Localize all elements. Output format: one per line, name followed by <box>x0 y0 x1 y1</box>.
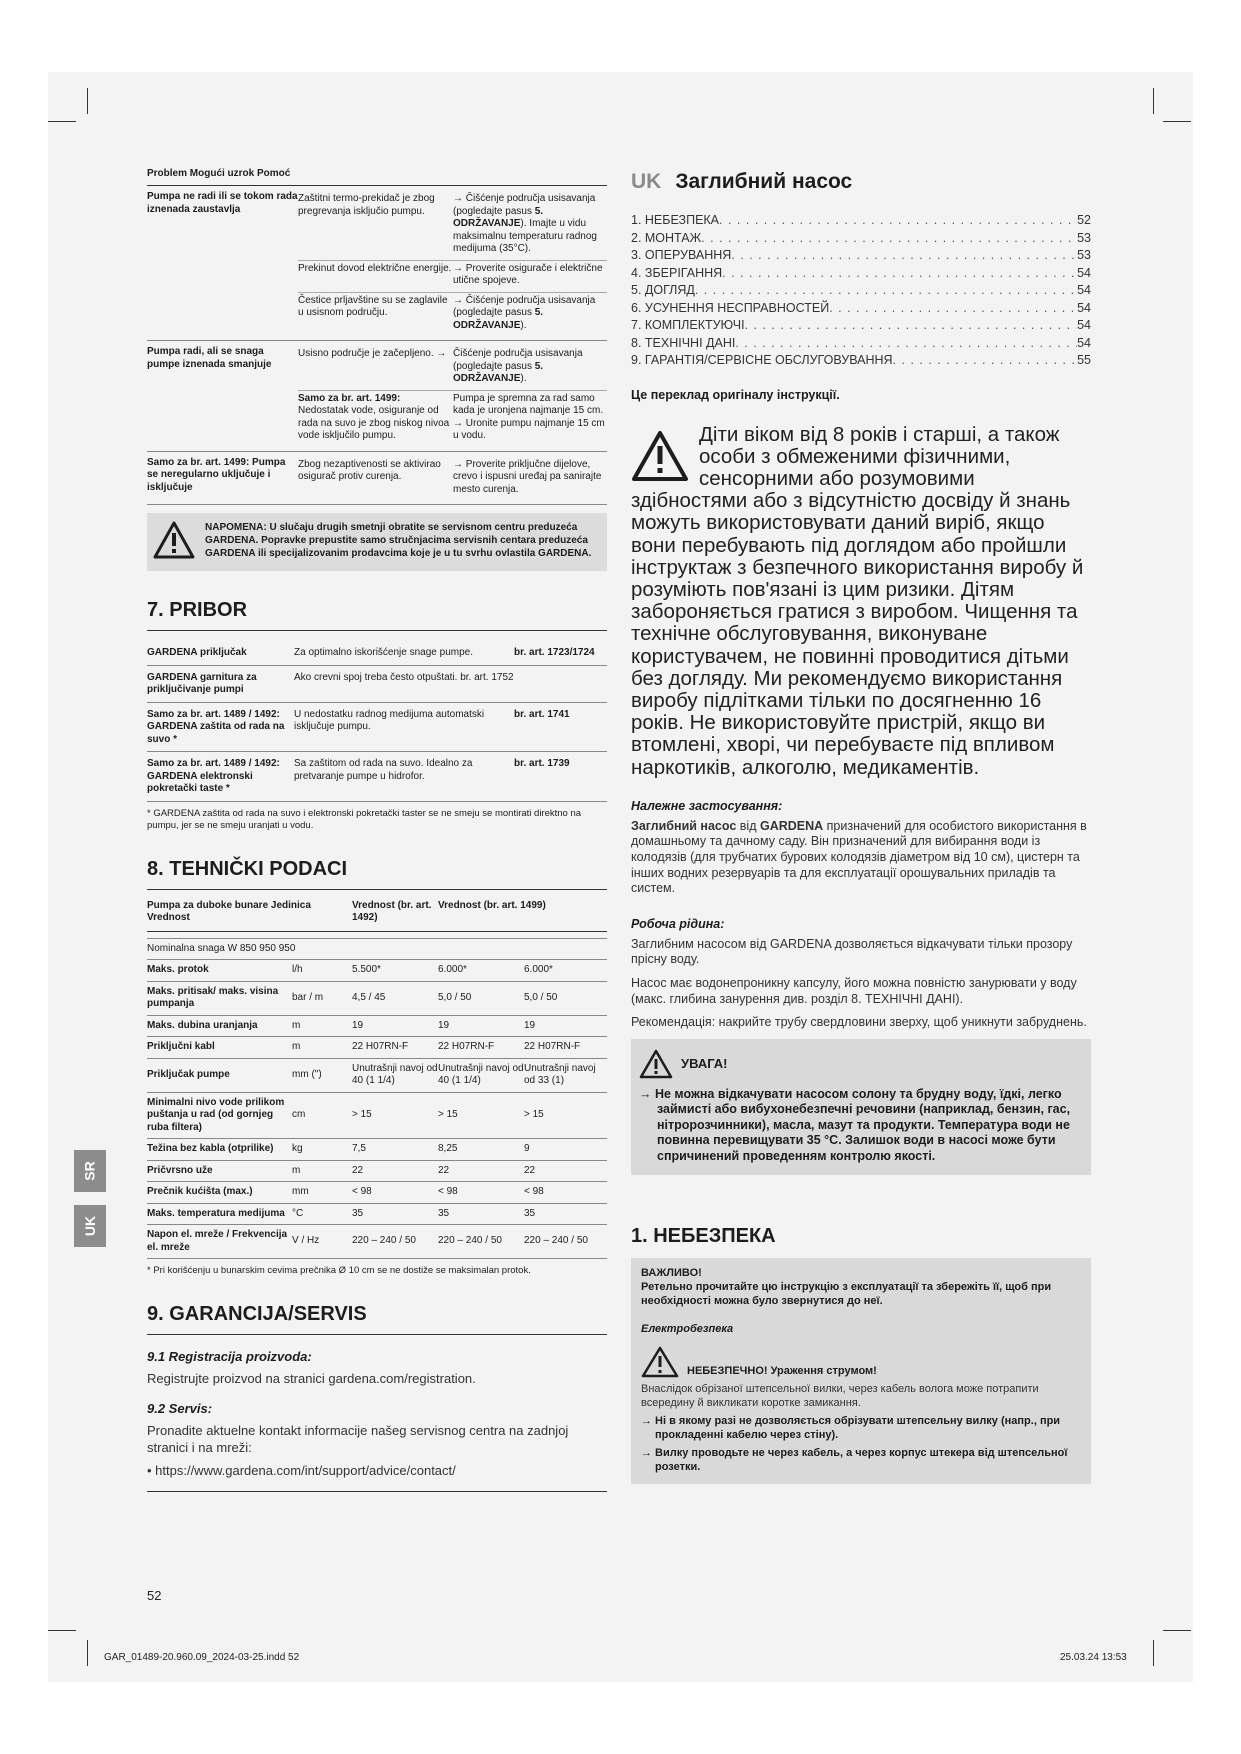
side-tab-sr: SR <box>74 1150 106 1192</box>
service-link[interactable]: • https://www.gardena.com/int/support/advice/contact/ <box>147 1462 607 1492</box>
registration-subheading: 9.1 Registracija proizvoda: <box>147 1349 312 1364</box>
toc-item[interactable]: 9. ГАРАНТІЯ/СЕРВІСНЕ ОБСЛУГОВУВАННЯ . . . 55 <box>631 352 1091 370</box>
note-text: NAPOMENA: U slučaju drugih smetnji obratite se servisnom centru preduzeća GARDENA. Popravke prepustite samo stručnjacima servisnih centara preduzeća GARDENA ili specijalizovanim prodavcima koje je u tu svrhu ovlastila GARDENA. <box>205 522 592 559</box>
cause-cell: Prekinut dovod električne energije. <box>298 262 452 274</box>
list-item: → Вилку проводьте не через кабель, а через корпус штекера від штепсельної розетки. <box>641 1446 1068 1473</box>
cause-cell: Samo za br. art. 1499: Nedostatak vode, osiguranje od rada na suvo je zbog niskog nivoa vode isključilo pumpu. <box>298 392 450 441</box>
working-fluid-heading: Робоча рідина: <box>631 916 725 931</box>
table-row <box>147 452 607 506</box>
side-tab-uk: UK <box>74 1205 106 1247</box>
help-cell: → Proverite osigurače i električne utične spojeve. <box>453 262 603 286</box>
problem-table <box>147 168 607 505</box>
product-title: Заглибний насос <box>675 170 853 193</box>
table-row: GARDENA garnitura za priključivanje pumpi Ako crevni spoj treba često otpuštati. br. art. 1752 <box>147 666 607 703</box>
toc-item[interactable]: 1. НЕБЕЗПЕКА . . . 52 <box>631 212 1091 230</box>
danger-warning: НЕБЕЗПЕЧНО! Ураження струмом! <box>641 1346 1081 1378</box>
table-row: Maks. temperatura medijuma °C 35 35 35 <box>147 1204 607 1226</box>
toc-item[interactable]: 4. ЗБЕРІГАННЯ . . . 54 <box>631 265 1091 283</box>
important-title: ВАЖЛИВО! <box>641 1266 702 1279</box>
cause-cell: Zaštitni termo-prekidač je zbog pregrevanja isključio pumpu. <box>298 193 435 217</box>
help-cell: → Proverite priključne dijelove, crevo i ispusni uređaj pa sanirajte mesto curenja. <box>453 458 602 495</box>
page-title <box>631 170 1091 194</box>
intended-use-text: Заглибний насос від GARDENA призначений для особистого використання в домашньому та дачному саду. Він призначений для вибирання води із колодязів (для трубчатих бурових колодязів діаметром від 10 см), цистерн та інших водних резервуарів та для експлуатації орошувальних приладів та систем. <box>631 818 1087 896</box>
table-row: Maks. pritisak/ maks. visina pumpanja bar / m 4,5 / 45 5,0 / 50 5,0 / 50 <box>147 982 607 1016</box>
electrical-text: Внаслідок обрізаної штепсельної вилки, через кабель волога може потрапити всередину й викликати коротке замикання. <box>641 1382 1039 1409</box>
help-cell: Pumpa je spremna za rad samo kada je uronjena najmanje 15 cm. → Uronite pumpu najmanje 15 cm u vodu. <box>453 392 605 441</box>
garancija-heading: 9. GARANCIJA/SERVIS <box>147 1303 607 1335</box>
crop-mark <box>87 1640 88 1666</box>
help-cell: → Čišćenje područja usisavanja (pogledajte pasus 5. ODRŽAVANJE). <box>453 294 596 331</box>
electrical-safety-heading: Електробезпека <box>641 1322 734 1335</box>
children-warning: Діти віком від 8 років і старші, а також особи з обмеженими фізичними, сенсорними або розумовими здібностями або з відсутністю досвіду й знань можуть використовувати даний виріб, якщо вони перебувають під доглядом або пройшли інструктаж з безпечного використання виробу й розуміють пов'язані із цим ризики. Дітям забороняється гратися з виробом. Чищення та технічне обслуговування, виконуване користувачем, не повинні проводитися дітьми без догляду. Ми рекомендуємо використання виробу підлітками тільки по досягненню 16 років. Не використовуйте пристрій, якщо ви втомлені, хворі, чи перебуваєте під впливом наркотиків, алкоголю, медикаментів. <box>631 422 1084 779</box>
caution-title: УВАГА! <box>639 1049 1083 1079</box>
caution-box <box>631 1039 1091 1175</box>
left-column <box>147 168 607 1492</box>
table-row: Prečnik kućišta (max.) mm < 98 < 98 < 98 <box>147 1182 607 1204</box>
tech-subheader-row <box>147 932 607 939</box>
service-text: Pronadite aktuelne kontakt informacije našeg servisnog centra na zadnjoj stranici i na mreži: <box>147 1423 569 1455</box>
right-column <box>631 168 1091 1484</box>
note-box <box>147 513 607 571</box>
pribor-footnote: * GARDENA zaštita od rada na suvo i elektronski pokretački taster se ne smeju se montirati direktno na pumpu, jer se ne smeju uranjati u vodu. <box>147 807 582 831</box>
important-box <box>631 1258 1091 1484</box>
list-item: → Ні в якому разі не дозволяється обрізувати штепсельну вилку (напр., при прокладенні кабелю через стіну). <box>641 1414 1061 1441</box>
warning-icon <box>153 521 205 563</box>
crop-mark <box>1163 1630 1191 1631</box>
table-row: Maks. dubina uranjanja m 19 19 19 <box>147 1016 607 1038</box>
pribor-heading: 7. PRIBOR <box>147 599 607 631</box>
service-subheading: 9.2 Servis: <box>147 1401 213 1416</box>
table-row: Maks. protok l/h 5.500* 6.000* 6.000* <box>147 960 607 982</box>
help-cell: → Čišćenje područja usisavanja (pogledajte pasus 5. ODRŽAVANJE). Imajte u vidu maksimalnu temperaturu radnog medijuma (35°C). <box>453 193 597 254</box>
cause-cell: Zbog nezaptivenosti se aktivirao osigurač protiv curenja. <box>298 458 441 482</box>
translation-note: Це переклад оригіналу інструкції. <box>631 387 840 402</box>
problem-table-header: Problem Mogući uzrok Pomoć <box>147 168 607 186</box>
language-code: UK <box>631 170 662 193</box>
problem-cell: Pumpa ne radi ili se tokom rada iznenada zaustavlja <box>147 191 298 215</box>
table-row: Pričvrsno uže m 22 22 22 <box>147 1161 607 1183</box>
cause-cell: Usisno područje je začepljeno. → <box>298 348 447 359</box>
tech-table <box>147 900 607 1260</box>
toc-item[interactable]: 3. ОПЕРУВАННЯ . . . 53 <box>631 247 1091 265</box>
toc-item[interactable]: 2. МОНТАЖ . . . 53 <box>631 230 1091 248</box>
crop-mark <box>87 88 88 114</box>
working-fluid-text: Заглибним насосом від GARDENA дозволяється відкачувати тільки прозору прісну воду. <box>631 936 1073 967</box>
intended-use-heading: Належне застосування: <box>631 798 783 813</box>
working-fluid-text: Рекомендація: накрийте трубу свердловини зверху, щоб уникнути забруднень. <box>631 1015 1087 1030</box>
table-row: Samo za br. art. 1489 / 1492: GARDENA elektronski pokretački taste * Sa zaštitom od rada na suvo. Idealno za pretvaranje pumpe u hidrofor. br. art. 1739 <box>147 752 607 802</box>
table-row: Nominalna snaga W 850 950 950 <box>147 939 607 961</box>
warning-icon <box>631 430 693 486</box>
table-row: Samo za br. art. 1489 / 1492: GARDENA zaštita od rada na suvo * U nedostatku radnog medijuma automatski isključuje pumpu. br. art. 1741 <box>147 703 607 753</box>
table-row: Priključak pumpe mm (") Unutrašnji navoj od 40 (1 1/4) Unutrašnji navoj od 40 (1 1/4) Unutrašnji navoj od 33 (1) <box>147 1059 607 1093</box>
help-cell: Čišćenje područja usisavanja (pogledajte pasus 5. ODRŽAVANJE). <box>453 348 583 384</box>
tech-header-row: Pumpa za duboke bunare Jedinica Vrednost Vrednost (br. art. 1492) Vrednost (br. art. 1499) <box>147 900 607 932</box>
problem-cell: Samo za br. art. 1499: Pumpa se neregularno uključuje i isključuje <box>147 456 286 493</box>
accessories-table <box>147 641 607 802</box>
toc-item[interactable]: 6. УСУНЕННЯ НЕСПРАВНОСТЕЙ . . . 54 <box>631 300 1091 318</box>
cause-cell: Čestice prljavštine su se zaglavile u usisnom području. <box>298 294 448 318</box>
toc-item[interactable]: 5. ДОГЛЯД . . . 54 <box>631 282 1091 300</box>
crop-mark <box>1153 1640 1154 1666</box>
crop-mark <box>48 121 76 122</box>
table-row <box>147 186 607 341</box>
warning-icon <box>641 1346 679 1378</box>
danger-heading: 1. НЕБЕЗПЕКА <box>631 1224 776 1247</box>
warning-icon <box>639 1049 673 1079</box>
crop-mark <box>48 1630 76 1631</box>
tech-heading: 8. TEHNIČKI PODACI <box>147 858 607 890</box>
footer-date: 25.03.24 13:53 <box>1060 1652 1127 1663</box>
toc-item[interactable]: 8. ТЕХНІЧНІ ДАНІ . . . 54 <box>631 335 1091 353</box>
caution-text: → Не можна відкачувати насосом солону та брудну воду, їдкі, легко займисті або вибухонебезпечні речовини (наприклад, бензин, гас, нітророзчинники), масла, мазут та продукти. Температура води не повинна перевищувати 35 °C. Залишок води в насосі може бути спричинений проведенням контролю якості. <box>639 1086 1071 1164</box>
table-row: Minimalni nivo vode prilikom puštanja u rad (od gornjeg ruba filtera) cm > 15 > 15 > 15 <box>147 1093 607 1140</box>
page-number: 52 <box>147 1588 162 1603</box>
table-row <box>147 341 607 452</box>
important-text: Ретельно прочитайте цю інструкцію з експлуатації та збережіть її, щоб при необхідності можна було звернутися до неї. <box>641 1280 1052 1307</box>
table-row: Težina bez kabla (otprilike) kg 7,5 8,25 9 <box>147 1139 607 1161</box>
working-fluid-text: Насос має водонепроникну капсулу, його можна повністю занурювати у воду (макс. глибина занурення див. розділ 8. ТЕХНІЧНІ ДАНІ). <box>631 975 1077 1006</box>
problem-cell: Pumpa radi, ali se snaga pumpe iznenada smanjuje <box>147 346 272 370</box>
registration-text: Registrujte proizvod na stranici gardena.com/registration. <box>147 1371 476 1386</box>
tech-footnote: * Pri korišćenju u bunarskim cevima prečnika Ø 10 cm se ne dostiže se maksimalan protok. <box>147 1265 531 1276</box>
table-row: Priključni kabl m 22 H07RN-F 22 H07RN-F 22 H07RN-F <box>147 1037 607 1059</box>
table-row: GARDENA priključak Za optimalno iskorišćenje snage pumpe. br. art. 1723/1724 <box>147 641 607 666</box>
crop-mark <box>1163 121 1191 122</box>
table-row: Napon el. mreže / Frekvencija el. mreže V / Hz 220 – 240 / 50 220 – 240 / 50 220 – 240 / 50 <box>147 1225 607 1259</box>
crop-mark <box>1153 88 1154 114</box>
table-of-contents <box>631 212 1091 370</box>
toc-item[interactable]: 7. КОМПЛЕКТУЮЧІ . . . 54 <box>631 317 1091 335</box>
footer-file: GAR_01489-20.960.09_2024-03-25.indd 52 <box>104 1652 300 1663</box>
